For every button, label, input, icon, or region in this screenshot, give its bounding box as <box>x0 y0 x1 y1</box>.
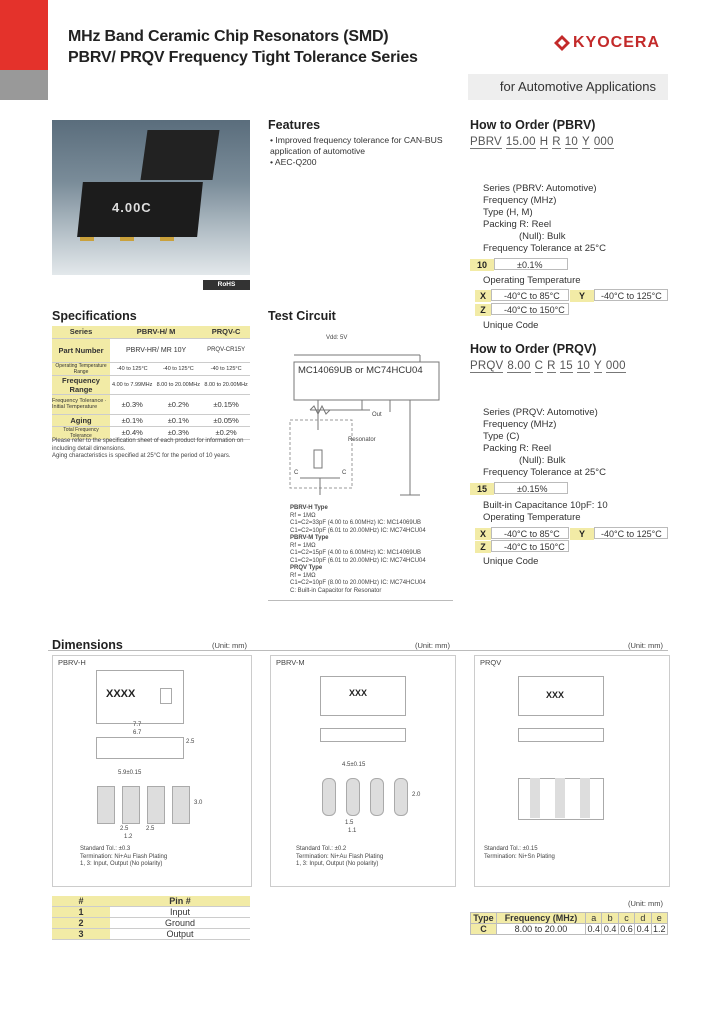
prqv-land <box>555 778 565 818</box>
pbrv-h-pin1-mark <box>160 688 172 704</box>
pbrv-tol-code: 10 <box>470 259 494 271</box>
prqv-temp-x-code: X <box>475 528 491 540</box>
order-prqv-title: How to Order (PRQV) <box>470 342 597 356</box>
pbrv-h-dim-c: 2.5 <box>186 739 195 745</box>
pbrv-temp-x: -40°C to 85°C <box>491 289 569 301</box>
prqv-cap-label: Built-in Capacitance 10pF: 10 <box>483 500 608 511</box>
chip-back <box>140 130 219 180</box>
pbrv-unique: Unique Code <box>483 320 539 331</box>
circuit-ic: MC14069UB or MC74HCU04 <box>298 365 423 376</box>
pbrv-m-side-view <box>320 728 406 742</box>
features-title: Features <box>268 118 321 132</box>
prqv-temp-x: -40°C to 85°C <box>491 527 569 539</box>
pbrv-m-label: PBRV-M <box>276 658 305 667</box>
prqv-temp-y-code: Y <box>570 528 594 540</box>
pbrv-temp-z-code: Z <box>475 304 491 316</box>
page-title-line2: PBRV/ PRQV Frequency Tight Tolerance Series <box>68 49 418 66</box>
circuit-c2: C <box>342 470 347 476</box>
pbrv-temp-x-code: X <box>475 290 491 302</box>
pbrv-m-dim-d: 1.1 <box>348 828 357 834</box>
circuit-resonator: Resonator <box>348 437 376 443</box>
feature-item: • Improved frequency tolerance for CAN-BUS application of automotive <box>270 135 443 156</box>
prqv-tol-value: ±0.15% <box>494 482 568 494</box>
type-table-unit: (Unit: mm) <box>628 899 663 908</box>
pbrv-temp-y-code: Y <box>570 290 594 302</box>
test-circuit-diagram <box>280 330 450 500</box>
circuit-notes: PBRV-H Type Rf = 1MΩ C1=C2=33pF (4.00 to 6.00MHz) IC: MC14069UB C1=C2=10pF (6.01 to 20.00MHz) IC: MC74HCU04 PBRV-M Type Rf = 1MΩ C1=C2=15pF (4.00 to 6.00MHz) IC: MC14069UB C1=C2=10pF (6.01 to 20.00MHz) IC: MC74HCU04 PRQV Type Rf = 1MΩ C1=C2=10pF (8.00 to 20.00MHz) IC: MC74HCU04 C: Built-in Capacitor for Resonator <box>290 505 426 594</box>
pbrv-tol-value: ±0.1% <box>494 258 568 270</box>
prqv-unique: Unique Code <box>483 556 539 567</box>
pbrv-m-dim-b: 2.0 <box>412 792 421 798</box>
circuit-c1: C <box>294 470 299 476</box>
order-pbrv-code: PBRV 15.00 H R 10 Y 000 <box>470 136 614 148</box>
chip-marking: 4.00C <box>112 200 152 215</box>
pbrv-m-marking: XXX <box>349 688 368 698</box>
prqv-land <box>580 778 590 818</box>
circuit-title: Test Circuit <box>268 309 336 323</box>
specs-title: Specifications <box>52 309 137 323</box>
dimensions-unit-2: (Unit: mm) <box>415 641 450 650</box>
order-pbrv-lines: Series (PBRV: Automotive) Frequency (MHz) Type (H, M) Packing R: Reel (Null): Bulk Frequency Tolerance at 25°C <box>483 183 606 254</box>
pbrv-optemp-label: Operating Temperature <box>483 275 581 286</box>
pbrv-h-dim-f: 2.5 <box>120 826 129 832</box>
order-prqv-lines: Series (PRQV: Automotive) Frequency (MHz) Type (C) Packing R: Reel (Null): Bulk Frequency Tolerance at 25°C <box>483 407 606 478</box>
pin-table: # Pin # 1 Input 2 Ground 3 Output <box>52 896 250 940</box>
dimensions-divider <box>48 650 668 651</box>
pbrv-m-notes: Standard Tol.: ±0.2 Termination: Ni+Au Flash Plating 1, 3: Input, Output (No polarity) <box>296 846 384 867</box>
pbrv-m-land <box>370 778 384 816</box>
pbrv-m-dim-a: 4.5±0.15 <box>342 762 366 768</box>
page-title-line1: MHz Band Ceramic Chip Resonators (SMD) <box>68 28 389 45</box>
subheader-text: for Automotive Applications <box>499 79 656 94</box>
kyocera-logo-icon <box>554 35 570 51</box>
pbrv-h-side-view <box>96 737 184 759</box>
circuit-divider <box>268 600 453 601</box>
pbrv-m-dim-c: 1.5 <box>345 820 354 826</box>
prqv-side-view <box>518 728 604 742</box>
pbrv-h-land <box>147 786 165 824</box>
pbrv-h-dim-g: 2.5 <box>146 826 155 832</box>
prqv-temp-z: -40°C to 150°C <box>491 540 569 552</box>
prqv-temp-z-code: Z <box>475 541 491 553</box>
specs-table: Series PBRV-H/ M PRQV-C Part Number PBRV-HR/ MR 10Y PRQV-CR15Y Operating Temperature Range -40 to 125°C -40 to 125°C -40 to 125°C Frequency Range 4.00 to 7.99MHz 8.00 to 20.00MHz 8.00 to 20.00MHz Frequency Tolerance · Initial Temperature ±0.3% ±0.2% ±0.15% Aging ±0.1% ±0.1% ±0.05% Total Frequency Tolerance ±0.4% ±0.3% ±0.2% <box>52 326 250 440</box>
chip-pad <box>120 237 134 241</box>
pbrv-m-land <box>394 778 408 816</box>
pbrv-h-marking: XXXX <box>106 688 136 700</box>
pbrv-h-land <box>97 786 115 824</box>
dimensions-title: Dimensions <box>52 638 123 652</box>
prqv-notes: Standard Tol.: ±0.15 Termination: Ni+Sn Plating <box>484 846 555 860</box>
pbrv-h-land <box>122 786 140 824</box>
pbrv-h-dim-a: 7.7 <box>133 722 142 728</box>
prqv-label: PRQV <box>480 658 502 667</box>
pbrv-h-dim-d: 5.9±0.15 <box>118 770 142 776</box>
pbrv-m-land <box>346 778 360 816</box>
chip-pad <box>80 237 94 241</box>
features-list <box>270 135 455 168</box>
type-table: Type Frequency (MHz) a b c d e C 8.00 to 20.00 0.4 0.4 0.6 0.4 1.2 <box>470 912 668 935</box>
feature-item: • AEC-Q200 <box>270 157 317 167</box>
pbrv-m-land <box>322 778 336 816</box>
chip-pad <box>160 237 174 241</box>
pbrv-h-notes: Standard Tol.: ±0.3 Termination: Ni+Au Flash Plating 1, 3: Input, Output (No polarity) <box>80 846 168 867</box>
gray-accent-bar <box>0 70 48 100</box>
order-pbrv-title: How to Order (PBRV) <box>470 118 596 132</box>
prqv-land <box>530 778 540 818</box>
pbrv-temp-z: -40°C to 150°C <box>491 303 569 315</box>
circuit-out: Out <box>372 412 382 418</box>
pbrv-h-label: PBRV-H <box>58 658 86 667</box>
order-prqv-code: PRQV 8.00 C R 15 10 Y 000 <box>470 360 626 372</box>
brand-name: KYOCERA <box>573 34 661 51</box>
rohs-badge: RoHS Compliant <box>203 280 250 290</box>
prqv-temp-y: -40°C to 125°C <box>594 527 668 539</box>
dimensions-unit-1: (Unit: mm) <box>212 641 247 650</box>
specs-notes: Please refer to the specification sheet of each product for information on including detail dimensions. Aging characteristics is specified at 25°C for the period of 10 years. <box>52 438 244 459</box>
pbrv-h-land <box>172 786 190 824</box>
dimensions-unit-3: (Unit: mm) <box>628 641 663 650</box>
prqv-tol-code: 15 <box>470 483 494 495</box>
circuit-vdd: Vdd: 5V <box>326 335 348 341</box>
prqv-marking: XXX <box>546 690 565 700</box>
pbrv-h-dim-h: 1.2 <box>124 834 133 840</box>
product-photo <box>52 120 250 275</box>
pbrv-h-dim-e: 3.0 <box>194 800 203 806</box>
prqv-optemp-label: Operating Temperature <box>483 512 581 523</box>
pbrv-h-dim-b: 6.7 <box>133 730 142 736</box>
subheader-bar <box>468 74 668 100</box>
pbrv-temp-y: -40°C to 125°C <box>594 289 668 301</box>
